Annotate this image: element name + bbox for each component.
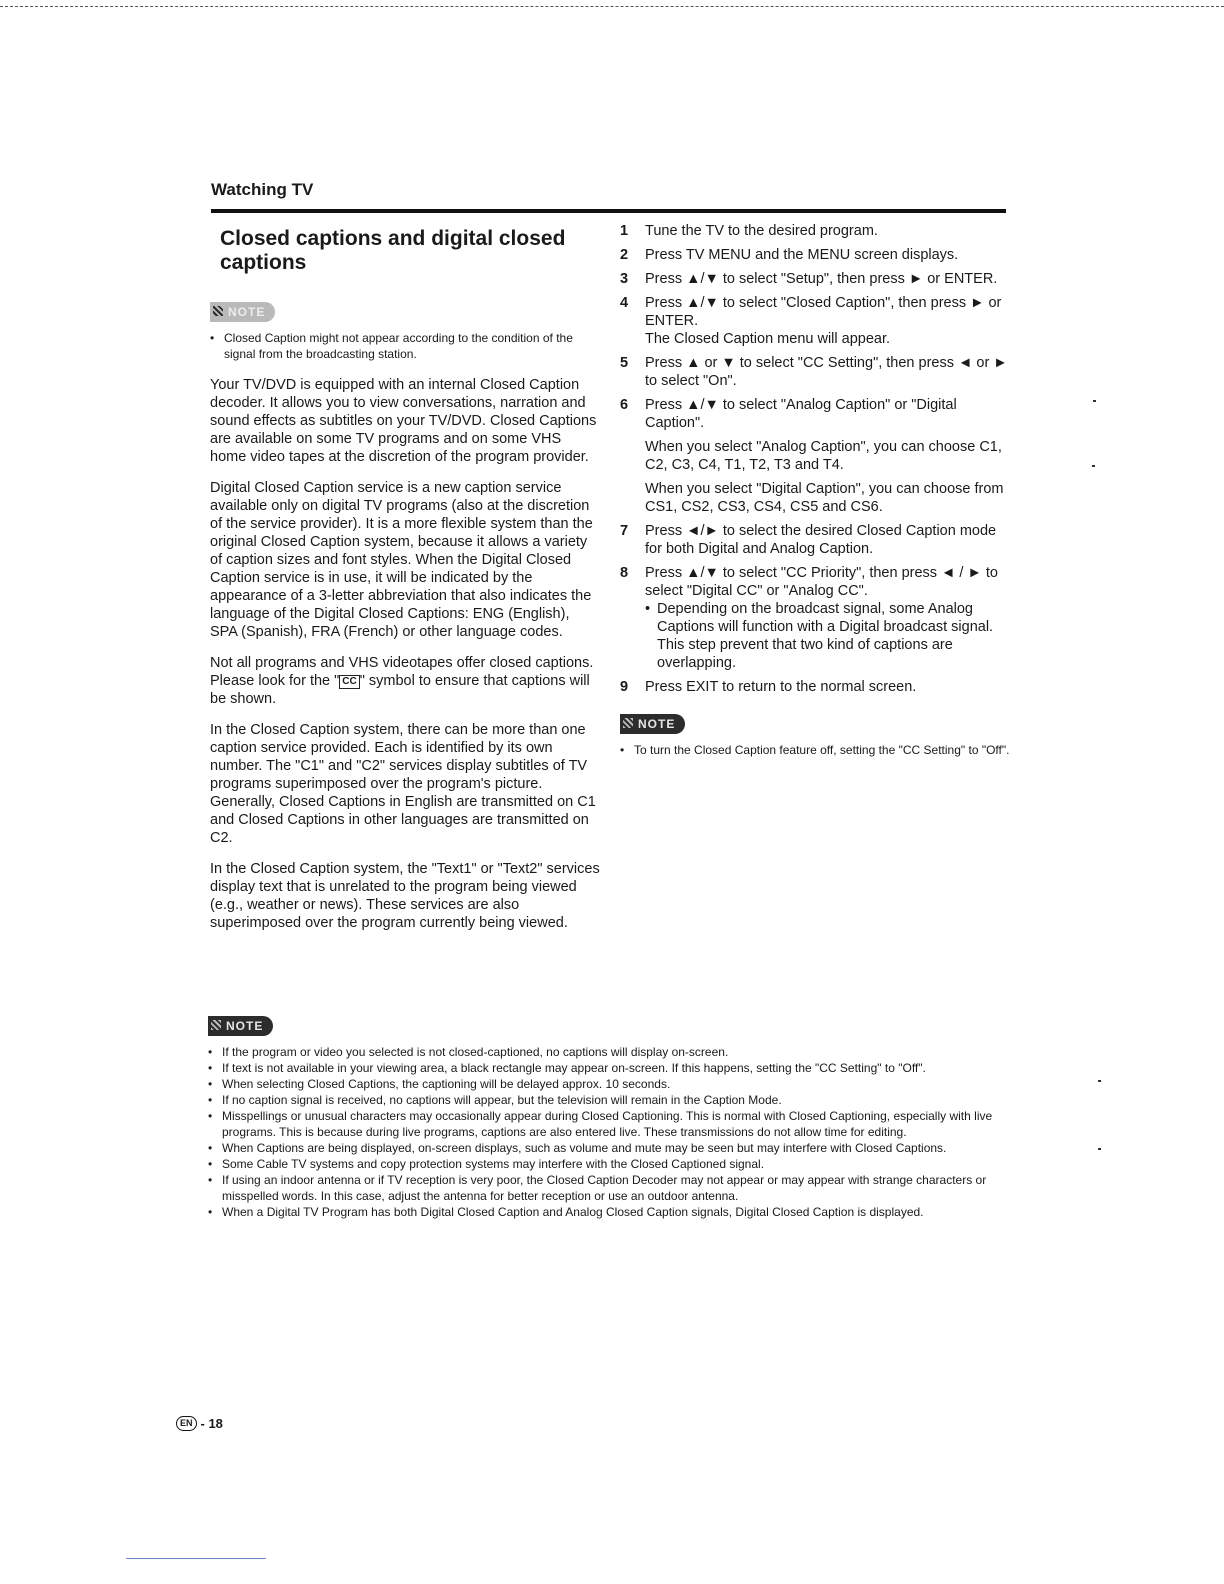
step-item: 4 Press ▲/▼ to select "Closed Caption", then press ► or ENTER. The Closed Caption menu will appear. (620, 295, 1002, 347)
list-item: • If using an indoor antenna or if TV reception is very poor, the Closed Caption Decoder may not appear or may appear with strange characters or misspelled words. In this case, adjust the antenna for better reception or use an outdoor antenna. (208, 1172, 1008, 1204)
page-number (176, 1416, 223, 1431)
scan-speck (1093, 400, 1096, 402)
page-title: Closed captions and digital closed captions (220, 227, 566, 274)
paragraph: In the Closed Caption system, the "Text1" or "Text2" services display text that is unrelated to the program being viewed (e.g., weather or news). These services are also superimposed over the program currently being viewed. (210, 861, 600, 931)
step-item: 7 Press ◄/► to select the desired Closed Caption mode for both Digital and Analog Caption. (620, 523, 997, 557)
list-item: • Depending on the broadcast signal, some Analog Captions will function with a Digital broadcast signal. This step prevent that two kind of captions are overlapping. (645, 600, 1010, 672)
scan-top-edge (0, 6, 1224, 7)
right-note-list (620, 742, 1010, 758)
page-number-text: - 18 (200, 1416, 223, 1431)
scan-speck (1098, 1080, 1101, 1082)
note-badge: NOTE (620, 714, 685, 734)
bottom-notes (208, 1016, 1008, 1220)
bottom-note-list (208, 1044, 1008, 1220)
step-item: 3 Press ▲/▼ to select "Setup", then press ► or ENTER. (620, 271, 998, 287)
list-item: • Some Cable TV systems and copy protection systems may interfere with the Closed Captioned signal. (208, 1156, 1008, 1172)
step-item: 2 Press TV MENU and the MENU screen displays. (620, 247, 959, 263)
list-item: • Misspellings or unusual characters may occasionally appear during Closed Captioning. This is normal with Closed Captioning, especially with live programs. This is because during live programs, captions are also entered live. These transmissions do not allow time for editing. (208, 1108, 1008, 1140)
paragraph: Not all programs and VHS videotapes offer closed captions. Please look for the " CC " symbol to ensure that captions will be shown. (210, 655, 594, 707)
step-item: 5 Press ▲ or ▼ to select "CC Setting", then press ◄ or ► to select "On". (620, 355, 1008, 389)
step-item: 6 Press ▲/▼ to select "Analog Caption" or "Digital Caption". When you select "Analog Caption", you can choose C1, C2, C3, C4, T1, T2, T3 and T4. When you select "Digital Caption", you can choose from CS1, CS2, CS3, CS4, CS5 and CS6. (620, 397, 1004, 515)
section-header: Watching TV (211, 180, 314, 199)
paragraph: Your TV/DVD is equipped with an internal Closed Caption decoder. It allows you to view conversations, narration and sound effects as subtitles on your TV/DVD. Closed Captions are available on some TV programs and on some VHS home video tapes at the discretion of the program provider. (210, 377, 597, 465)
list-item: • Closed Caption might not appear according to the condition of the signal from the broadcasting station. (210, 330, 600, 362)
scan-speck (1098, 1148, 1101, 1150)
note-badge: NOTE (208, 1016, 273, 1036)
intro-paragraphs (210, 376, 600, 932)
step-item: 8 Press ▲/▼ to select "CC Priority", then press ◄ / ► to select "Digital CC" or "Analog CC". • Depending on the broadcast signal, some Analog Captions will function with a Digital broadcast signal. This step prevent that two kind of captions are overlapping. (620, 564, 1010, 672)
step-item: 9 Press EXIT to return to the normal screen. (620, 679, 917, 695)
scan-speck (1092, 465, 1095, 467)
header-rule (211, 209, 1006, 213)
list-item: • If text is not available in your viewing area, a black rectangle may appear on-screen. If this happens, setting the "CC Setting" to "Off". (208, 1060, 1008, 1076)
scan-bottom-line (126, 1558, 266, 1559)
cc-symbol-icon: CC (339, 675, 359, 689)
step-item: 1 Tune the TV to the desired program. (620, 223, 878, 239)
top-note-list (210, 330, 600, 362)
paragraph: Digital Closed Caption service is a new caption service available only on digital TV programs (also at the discretion of the service provider). It is a more flexible system than the original Closed Caption system, because it allows a variety of caption sizes and font styles. When the Digital Closed Caption service is in use, it will be indicated by the appearance of a 3-letter abbreviation that also indicates the language of the Digital Closed Captions: ENG (English), SPA (Spanish), FRA (French) or other language codes. (210, 480, 593, 640)
list-item: • If the program or video you selected is not closed-captioned, no captions will display on-screen. (208, 1044, 1008, 1060)
list-item: • When a Digital TV Program has both Digital Closed Caption and Analog Closed Caption signals, Digital Closed Caption is displayed. (208, 1204, 1008, 1220)
right-column (620, 222, 1010, 758)
note-badge: NOTE (210, 302, 275, 322)
steps-list (620, 222, 1010, 696)
list-item: • When Captions are being displayed, on-screen displays, such as volume and mute may be seen but may interfere with Closed Captions. (208, 1140, 1008, 1156)
paragraph: In the Closed Caption system, there can be more than one caption service provided. Each is identified by its own number. The "C1" and "C2" services display subtitles of TV programs superimposed over the program's picture. Generally, Closed Captions in English are transmitted on C1 and Closed Captions in other languages are transmitted on C2. (210, 722, 596, 846)
language-badge-icon: EN (176, 1416, 197, 1431)
list-item: • To turn the Closed Caption feature off, setting the "CC Setting" to "Off". (620, 742, 1010, 758)
left-column (210, 227, 600, 945)
step-sub-list (645, 600, 1010, 672)
list-item: • When selecting Closed Captions, the captioning will be delayed approx. 10 seconds. (208, 1076, 1008, 1092)
list-item: • If no caption signal is received, no captions will appear, but the television will remain in the Caption Mode. (208, 1092, 1008, 1108)
